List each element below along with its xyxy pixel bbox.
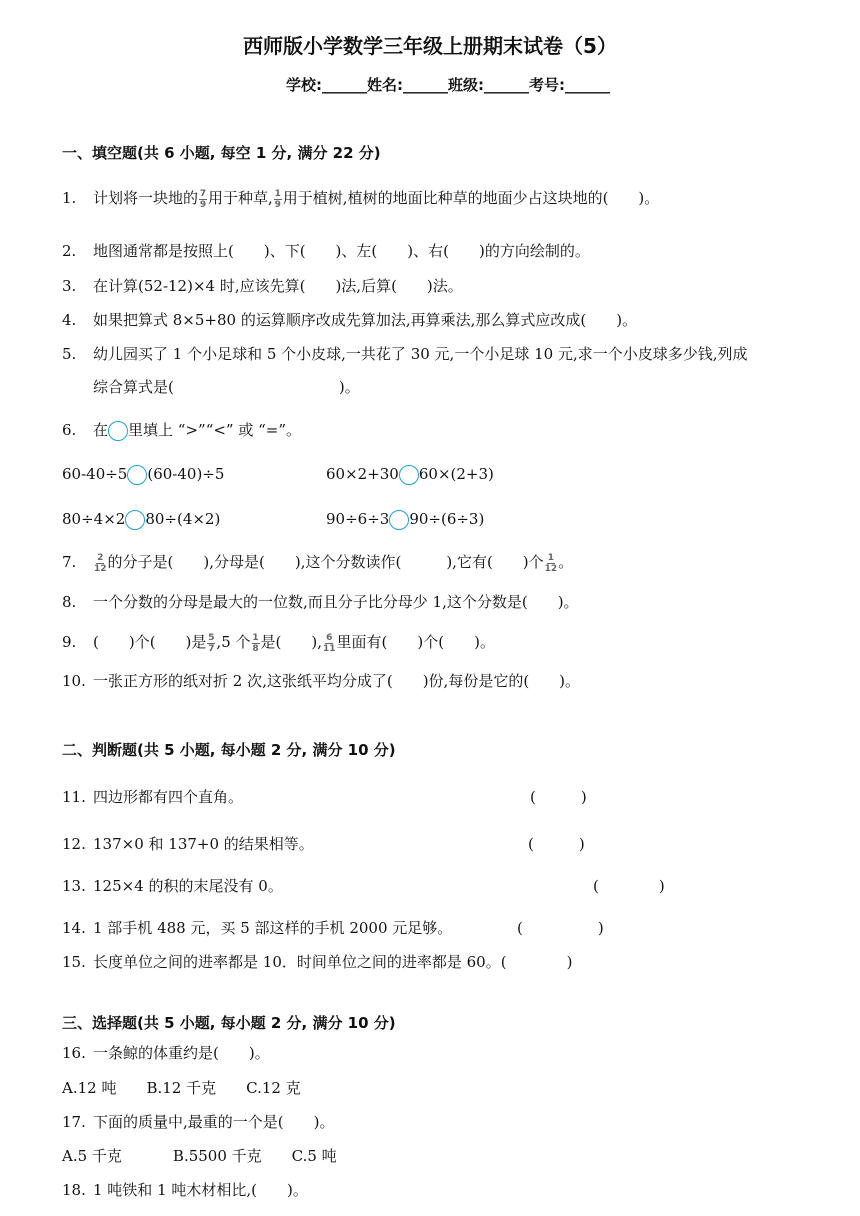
question-number: 6. [62,421,77,439]
answer-paren: ( ) [530,788,587,806]
option-b[interactable]: B.12 千克 [146,1079,217,1097]
question-text: 在 [93,421,109,439]
question-text: 在计算(52-12)×4 时,应该先算( )法,后算( )法。 [93,277,463,295]
question-16-options [62,1078,301,1098]
question-4 [62,310,637,330]
question-5-line-2: 综合算式是( )。 [93,378,360,396]
question-text: 用于植树,植树的地面比种草的地面少占这块地的( )。 [282,189,660,207]
section-true-false: 二、判断题(共 5 小题, 每小题 2 分, 满分 10 分) [62,741,396,759]
question-number: 2. [62,242,77,260]
option-b[interactable]: B.5500 千克 [172,1147,262,1165]
section-fill-in: 一、填空题(共 6 小题, 每空 1 分, 满分 22 分) [62,144,381,162]
question-17: 17. 下面的质量中,最重的一个是( )。 [62,1113,335,1131]
question-number: 8. [62,593,77,611]
option-a[interactable]: A.12 吨 [62,1079,117,1097]
question-text: 计划将一块地的 [93,189,199,207]
answer-circle[interactable] [399,465,419,485]
answer-paren: ( ) [528,835,585,853]
fraction: $\frac{1}{12}$ [544,552,558,574]
fraction: $\frac{1}{9}$ [274,188,281,210]
question-text: 幼儿园买了 1 个小足球和 5 个小皮球,一共花了 30 元,一个小足球 10 元,求一个小皮球多少钱,列成 [93,345,748,363]
question-text: 一个分数的分母是最大的一位数,而且分子比分母少 1,这个分数是( )。 [93,593,579,611]
question-1 [62,188,659,209]
question-9: 9. ( )个( )是 $\frac{5}{7}$ ,5 个 $\frac{1}{8}$ 是( ), $\frac{6}{11}$ 里面有( )个( )。 [62,632,495,654]
question-13: 13. 125×4 的积的末尾没有 0。 [62,877,283,895]
fraction: $\frac{6}{11}$ [323,632,336,654]
question-text: 如果把算式 8×5+80 的运算顺序改成先算加法,再算乘法,那么算式应改成( )。 [93,311,638,329]
option-c[interactable]: C.5 吨 [291,1147,337,1165]
question-6 [62,420,301,441]
answer-circle[interactable] [389,510,409,530]
fraction: $\frac{1}{8}$ [252,632,259,654]
question-11: 11. 四边形都有四个直角。 [62,788,244,806]
answer-circle[interactable] [108,421,128,441]
question-14: 14. 1 部手机 488 元，买 5 部这样的手机 2000 元足够。 [62,919,453,937]
question-15: 15. 长度单位之间的进率都是 10．时间单位之间的进率都是 60。( ) [62,953,573,971]
student-info-line: 学校:______姓名:______班级:______考号:______ [286,76,610,94]
question-5 [62,344,747,364]
option-a[interactable]: A.5 千克 [62,1147,122,1165]
question-number: 1. [62,189,77,207]
question-18: 18. 1 吨铁和 1 吨木材相比,( )。 [62,1181,308,1199]
question-text: 一张正方形的纸对折 2 次,这张纸平均分成了( )份,每份是它的( )。 [93,672,581,690]
question-text: ( )个( )是 [93,633,207,651]
question-text: 用于种草, [208,189,273,207]
compare-row-2-right: 90÷6÷3 90÷(6÷3) [326,510,485,528]
compare-row-2-left: 80÷4×2 80÷(4×2) [62,510,221,528]
question-7: 7. $\frac{2}{12}$ 的分子是( ),分母是( ),这个分数读作( ),它有( )个 $\frac{1}{12}$ 。 [62,552,574,574]
question-16: 16. 一条鲸的体重约是( )。 [62,1044,270,1062]
question-3 [62,276,463,296]
answer-paren: ( ) [593,877,665,895]
answer-circle[interactable] [127,465,147,485]
question-number: 9. [62,633,77,651]
question-8 [62,592,579,612]
question-text: 里填上 “>”“<” 或 “=”。 [128,421,302,439]
compare-row-1-left: 60-40÷5 (60-40)÷5 [62,465,225,483]
question-text: 的分子是( ),分母是( ),这个分数读作( ),它有( )个 [107,553,544,571]
question-number: 10. [62,672,86,690]
question-number: 3. [62,277,77,295]
fraction: $\frac{2}{12}$ [94,552,107,574]
question-10 [62,671,580,691]
fraction: $\frac{5}{7}$ [208,632,215,654]
fraction: $\frac{7}{9}$ [199,188,207,210]
question-number: 5. [62,345,77,363]
page-title: 西师版小学数学三年级上册期末试卷（5） [243,34,617,58]
option-c[interactable]: C.12 克 [246,1079,301,1097]
question-12: 12. 137×0 和 137+0 的结果相等。 [62,835,314,853]
question-17-options [62,1146,337,1166]
question-number: 7. [62,553,77,571]
answer-circle[interactable] [125,510,145,530]
section-multiple-choice: 三、选择题(共 5 小题, 每小题 2 分, 满分 10 分) [62,1014,396,1032]
question-2 [62,241,590,261]
question-number: 4. [62,311,77,329]
answer-paren: ( ) [517,919,604,937]
question-text: 地图通常都是按照上( )、下( )、左( )、右( )的方向绘制的。 [93,242,590,260]
compare-row-1-right: 60×2+30 60×(2+3) [326,465,494,483]
